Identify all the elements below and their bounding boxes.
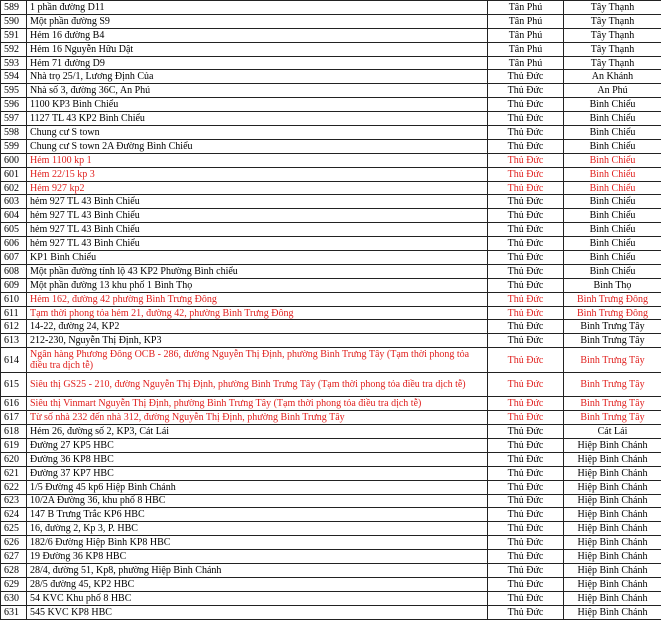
district-cell: Thủ Đức [488, 522, 564, 536]
table-row [1, 536, 661, 550]
address-cell: Hẻm 26, đường số 2, KP3, Cát Lái [27, 425, 488, 439]
row-number-cell: 593 [1, 56, 27, 70]
ward-cell: Hiệp Bình Chánh [564, 605, 661, 619]
table-row [1, 306, 661, 320]
row-number-cell: 601 [1, 167, 27, 181]
row-number-cell: 600 [1, 153, 27, 167]
district-cell: Thủ Đức [488, 397, 564, 411]
row-number-cell: 595 [1, 84, 27, 98]
row-number-cell: 619 [1, 438, 27, 452]
district-cell: Thủ Đức [488, 320, 564, 334]
row-number-cell: 607 [1, 251, 27, 265]
district-cell: Tân Phú [488, 42, 564, 56]
address-cell: 212-230, Nguyễn Thị Định, KP3 [27, 334, 488, 348]
row-number-cell: 627 [1, 550, 27, 564]
ward-cell: Bình Trưng Tây [564, 397, 661, 411]
table-row [1, 334, 661, 348]
ward-cell: Tây Thạnh [564, 28, 661, 42]
row-number-cell: 629 [1, 577, 27, 591]
address-cell: 28/4, đường 51, Kp8, phường Hiệp Bình Chánh [27, 563, 488, 577]
district-cell: Thủ Đức [488, 605, 564, 619]
district-cell: Tân Phú [488, 28, 564, 42]
row-number-cell: 614 [1, 348, 27, 373]
ward-cell: Bình Chiểu [564, 195, 661, 209]
table-row [1, 126, 661, 140]
table-row [1, 292, 661, 306]
table-row [1, 28, 661, 42]
district-cell: Thủ Đức [488, 563, 564, 577]
row-number-cell: 621 [1, 466, 27, 480]
address-cell: Hẻm 22/15 kp 3 [27, 167, 488, 181]
ward-cell: Hiệp Bình Chánh [564, 494, 661, 508]
ward-cell: An Khánh [564, 70, 661, 84]
ward-cell: Hiệp Bình Chánh [564, 550, 661, 564]
ward-cell: Hiệp Bình Chánh [564, 466, 661, 480]
table-row [1, 591, 661, 605]
address-cell: 10/2A Đường 36, khu phố 8 HBC [27, 494, 488, 508]
table-row [1, 84, 661, 98]
row-number-cell: 626 [1, 536, 27, 550]
table-row [1, 264, 661, 278]
table-row [1, 508, 661, 522]
address-cell: Hẻm 16 đường B4 [27, 28, 488, 42]
row-number-cell: 606 [1, 237, 27, 251]
address-cell: 1/5 Đường 45 kp6 Hiệp Bình Chánh [27, 480, 488, 494]
ward-cell: Bình Trưng Đông [564, 306, 661, 320]
address-cell: Hẻm 162, đường 42 phường Bình Trưng Đông [27, 292, 488, 306]
table-row [1, 494, 661, 508]
ward-cell: Hiệp Bình Chánh [564, 508, 661, 522]
table-row [1, 278, 661, 292]
district-cell: Thủ Đức [488, 494, 564, 508]
table-row [1, 153, 661, 167]
address-cell: Một phần đường tỉnh lộ 43 KP2 Phường Bình chiểu [27, 264, 488, 278]
ward-cell: Hiệp Bình Chánh [564, 480, 661, 494]
district-cell: Tân Phú [488, 14, 564, 28]
address-cell: hẻm 927 TL 43 Bình Chiểu [27, 209, 488, 223]
ward-cell: Hiệp Bình Chánh [564, 522, 661, 536]
district-cell: Thủ Đức [488, 348, 564, 373]
row-number-cell: 589 [1, 1, 27, 15]
ward-cell: Hiệp Bình Chánh [564, 536, 661, 550]
row-number-cell: 603 [1, 195, 27, 209]
table-row [1, 320, 661, 334]
address-cell: 28/5 đường 45, KP2 HBC [27, 577, 488, 591]
district-cell: Thủ Đức [488, 70, 564, 84]
address-cell: 1100 KP3 Bình Chiểu [27, 98, 488, 112]
district-cell: Thủ Đức [488, 480, 564, 494]
table-row [1, 56, 661, 70]
table-body [1, 1, 661, 620]
row-number-cell: 592 [1, 42, 27, 56]
table-row [1, 139, 661, 153]
address-cell: Đường 37 KP7 HBC [27, 466, 488, 480]
district-cell: Thủ Đức [488, 209, 564, 223]
ward-cell: Bình Chiểu [564, 126, 661, 140]
table-row [1, 425, 661, 439]
ward-cell: Bình Trưng Tây [564, 320, 661, 334]
row-number-cell: 604 [1, 209, 27, 223]
table-row [1, 181, 661, 195]
ward-cell: Tây Thạnh [564, 42, 661, 56]
district-cell: Thủ Đức [488, 167, 564, 181]
district-cell: Thủ Đức [488, 139, 564, 153]
table-row [1, 42, 661, 56]
ward-cell: Bình Chiểu [564, 98, 661, 112]
address-cell: Ngân hàng Phương Đông OCB - 286, đường Nguyễn Thị Định, phường Bình Trưng Tây (Tạm thời phong tỏa điều tra dịch tễ) [27, 348, 488, 373]
row-number-cell: 594 [1, 70, 27, 84]
district-cell: Thủ Đức [488, 452, 564, 466]
row-number-cell: 609 [1, 278, 27, 292]
district-cell: Thủ Đức [488, 591, 564, 605]
table-row [1, 563, 661, 577]
address-cell: Nhà số 3, đường 36C, An Phú [27, 84, 488, 98]
row-number-cell: 608 [1, 264, 27, 278]
ward-cell: Bình Trưng Tây [564, 334, 661, 348]
row-number-cell: 602 [1, 181, 27, 195]
row-number-cell: 625 [1, 522, 27, 536]
address-cell: Đường 36 KP8 HBC [27, 452, 488, 466]
district-cell: Thủ Đức [488, 425, 564, 439]
row-number-cell: 597 [1, 112, 27, 126]
row-number-cell: 628 [1, 563, 27, 577]
district-cell: Thủ Đức [488, 292, 564, 306]
ward-cell: Bình Trưng Đông [564, 292, 661, 306]
table-row [1, 195, 661, 209]
district-cell: Thủ Đức [488, 508, 564, 522]
table-row [1, 251, 661, 265]
district-cell: Thủ Đức [488, 153, 564, 167]
table-row [1, 411, 661, 425]
ward-cell: Cát Lái [564, 425, 661, 439]
address-cell: Nhà trọ 25/1, Lương Định Của [27, 70, 488, 84]
district-cell: Thủ Đức [488, 237, 564, 251]
table-row [1, 480, 661, 494]
address-cell: Hẻm 1100 kp 1 [27, 153, 488, 167]
table-row [1, 452, 661, 466]
district-cell: Thủ Đức [488, 264, 564, 278]
district-cell: Tân Phú [488, 1, 564, 15]
ward-cell: Hiệp Bình Chánh [564, 577, 661, 591]
district-cell: Thủ Đức [488, 126, 564, 140]
table-row [1, 1, 661, 15]
table-row [1, 466, 661, 480]
ward-cell: Bình Trưng Tây [564, 348, 661, 373]
address-cell: 54 KVC Khu phố 8 HBC [27, 591, 488, 605]
ward-cell: Hiệp Bình Chánh [564, 591, 661, 605]
address-cell: 1 phần đường D11 [27, 1, 488, 15]
ward-cell: Bình Chiểu [564, 237, 661, 251]
address-cell: hẻm 927 TL 43 Bình Chiểu [27, 223, 488, 237]
address-cell: 16, đường 2, Kp 3, P. HBC [27, 522, 488, 536]
table-row [1, 438, 661, 452]
row-number-cell: 630 [1, 591, 27, 605]
table-row [1, 550, 661, 564]
row-number-cell: 623 [1, 494, 27, 508]
district-cell: Thủ Đức [488, 306, 564, 320]
table-row [1, 167, 661, 181]
address-cell: Hẻm 927 kp2 [27, 181, 488, 195]
district-cell: Thủ Đức [488, 550, 564, 564]
table-row [1, 372, 661, 397]
ward-cell: Bình Chiểu [564, 264, 661, 278]
row-number-cell: 599 [1, 139, 27, 153]
row-number-cell: 610 [1, 292, 27, 306]
ward-cell: Bình Chiểu [564, 112, 661, 126]
ward-cell: Bình Chiểu [564, 167, 661, 181]
ward-cell: Hiệp Bình Chánh [564, 452, 661, 466]
table-row [1, 14, 661, 28]
row-number-cell: 622 [1, 480, 27, 494]
address-cell: 14-22, đường 24, KP2 [27, 320, 488, 334]
address-cell: hẻm 927 TL 43 Bình Chiểu [27, 237, 488, 251]
ward-cell: Bình Trưng Tây [564, 411, 661, 425]
district-cell: Thủ Đức [488, 181, 564, 195]
ward-cell: Bình Trưng Tây [564, 372, 661, 397]
row-number-cell: 616 [1, 397, 27, 411]
district-cell: Thủ Đức [488, 223, 564, 237]
row-number-cell: 612 [1, 320, 27, 334]
address-cell: hẻm 927 TL 43 Bình Chiểu [27, 195, 488, 209]
table-row [1, 348, 661, 373]
ward-cell: An Phú [564, 84, 661, 98]
ward-cell: Tây Thạnh [564, 56, 661, 70]
district-cell: Thủ Đức [488, 577, 564, 591]
district-cell: Thủ Đức [488, 438, 564, 452]
address-cell: Tạm thời phong tỏa hẻm 21, đường 42, phường Bình Trưng Đông [27, 306, 488, 320]
ward-cell: Bình Chiểu [564, 181, 661, 195]
district-cell: Tân Phú [488, 56, 564, 70]
district-cell: Thủ Đức [488, 195, 564, 209]
row-number-cell: 598 [1, 126, 27, 140]
row-number-cell: 611 [1, 306, 27, 320]
district-cell: Thủ Đức [488, 251, 564, 265]
district-cell: Thủ Đức [488, 334, 564, 348]
address-cell: 147 B Trưng Trắc KP6 HBC [27, 508, 488, 522]
address-cell: Hẻm 16 Nguyễn Hữu Dật [27, 42, 488, 56]
district-cell: Thủ Đức [488, 536, 564, 550]
address-cell: Siêu thị GS25 - 210, đường Nguyễn Thị Định, phường Bình Trưng Tây (Tạm thời phong tỏa điều tra dịch tễ) [27, 372, 488, 397]
table-row [1, 112, 661, 126]
address-cell: Hẻm 71 đường D9 [27, 56, 488, 70]
district-cell: Thủ Đức [488, 372, 564, 397]
address-cell: Một phần đường S9 [27, 14, 488, 28]
row-number-cell: 620 [1, 452, 27, 466]
district-cell: Thủ Đức [488, 278, 564, 292]
district-cell: Thủ Đức [488, 98, 564, 112]
address-cell: Từ số nhà 232 đến nhà 312, đường Nguyễn Thị Định, phường Bình Trưng Tây [27, 411, 488, 425]
ward-cell: Bình Chiểu [564, 153, 661, 167]
table-row [1, 237, 661, 251]
table-row [1, 209, 661, 223]
address-cell: 545 KVC KP8 HBC [27, 605, 488, 619]
table-row [1, 397, 661, 411]
table-row [1, 98, 661, 112]
table-row [1, 70, 661, 84]
address-cell: Siêu thị Vinmart Nguyễn Thị Định, phường Bình Trưng Tây (Tạm thời phong tỏa điều tra dịch tễ) [27, 397, 488, 411]
ward-cell: Hiệp Bình Chánh [564, 438, 661, 452]
ward-cell: Bình Chiểu [564, 251, 661, 265]
ward-cell: Bình Chiểu [564, 139, 661, 153]
row-number-cell: 618 [1, 425, 27, 439]
row-number-cell: 617 [1, 411, 27, 425]
row-number-cell: 624 [1, 508, 27, 522]
row-number-cell: 631 [1, 605, 27, 619]
table-row [1, 223, 661, 237]
address-cell: Một phần đường 13 khu phố 1 Bình Thọ [27, 278, 488, 292]
row-number-cell: 590 [1, 14, 27, 28]
district-cell: Thủ Đức [488, 112, 564, 126]
district-cell: Thủ Đức [488, 84, 564, 98]
ward-cell: Hiệp Bình Chánh [564, 563, 661, 577]
address-cell: Đường 27 KP5 HBC [27, 438, 488, 452]
row-number-cell: 613 [1, 334, 27, 348]
address-cell: Chung cư S town 2A Đường Bình Chiểu [27, 139, 488, 153]
row-number-cell: 591 [1, 28, 27, 42]
district-cell: Thủ Đức [488, 411, 564, 425]
district-cell: Thủ Đức [488, 466, 564, 480]
ward-cell: Tây Thạnh [564, 14, 661, 28]
ward-cell: Tây Thạnh [564, 1, 661, 15]
address-cell: KP1 Bình Chiểu [27, 251, 488, 265]
address-cell: 19 Đường 36 KP8 HBC [27, 550, 488, 564]
row-number-cell: 596 [1, 98, 27, 112]
ward-cell: Bình Thọ [564, 278, 661, 292]
table-row [1, 577, 661, 591]
ward-cell: Bình Chiểu [564, 209, 661, 223]
row-number-cell: 605 [1, 223, 27, 237]
ward-cell: Bình Chiểu [564, 223, 661, 237]
row-number-cell: 615 [1, 372, 27, 397]
table-row [1, 522, 661, 536]
address-cell: Chung cư S town [27, 126, 488, 140]
address-cell: 1127 TL 43 KP2 Bình Chiểu [27, 112, 488, 126]
address-cell: 182/6 Đường Hiệp Bình KP8 HBC [27, 536, 488, 550]
